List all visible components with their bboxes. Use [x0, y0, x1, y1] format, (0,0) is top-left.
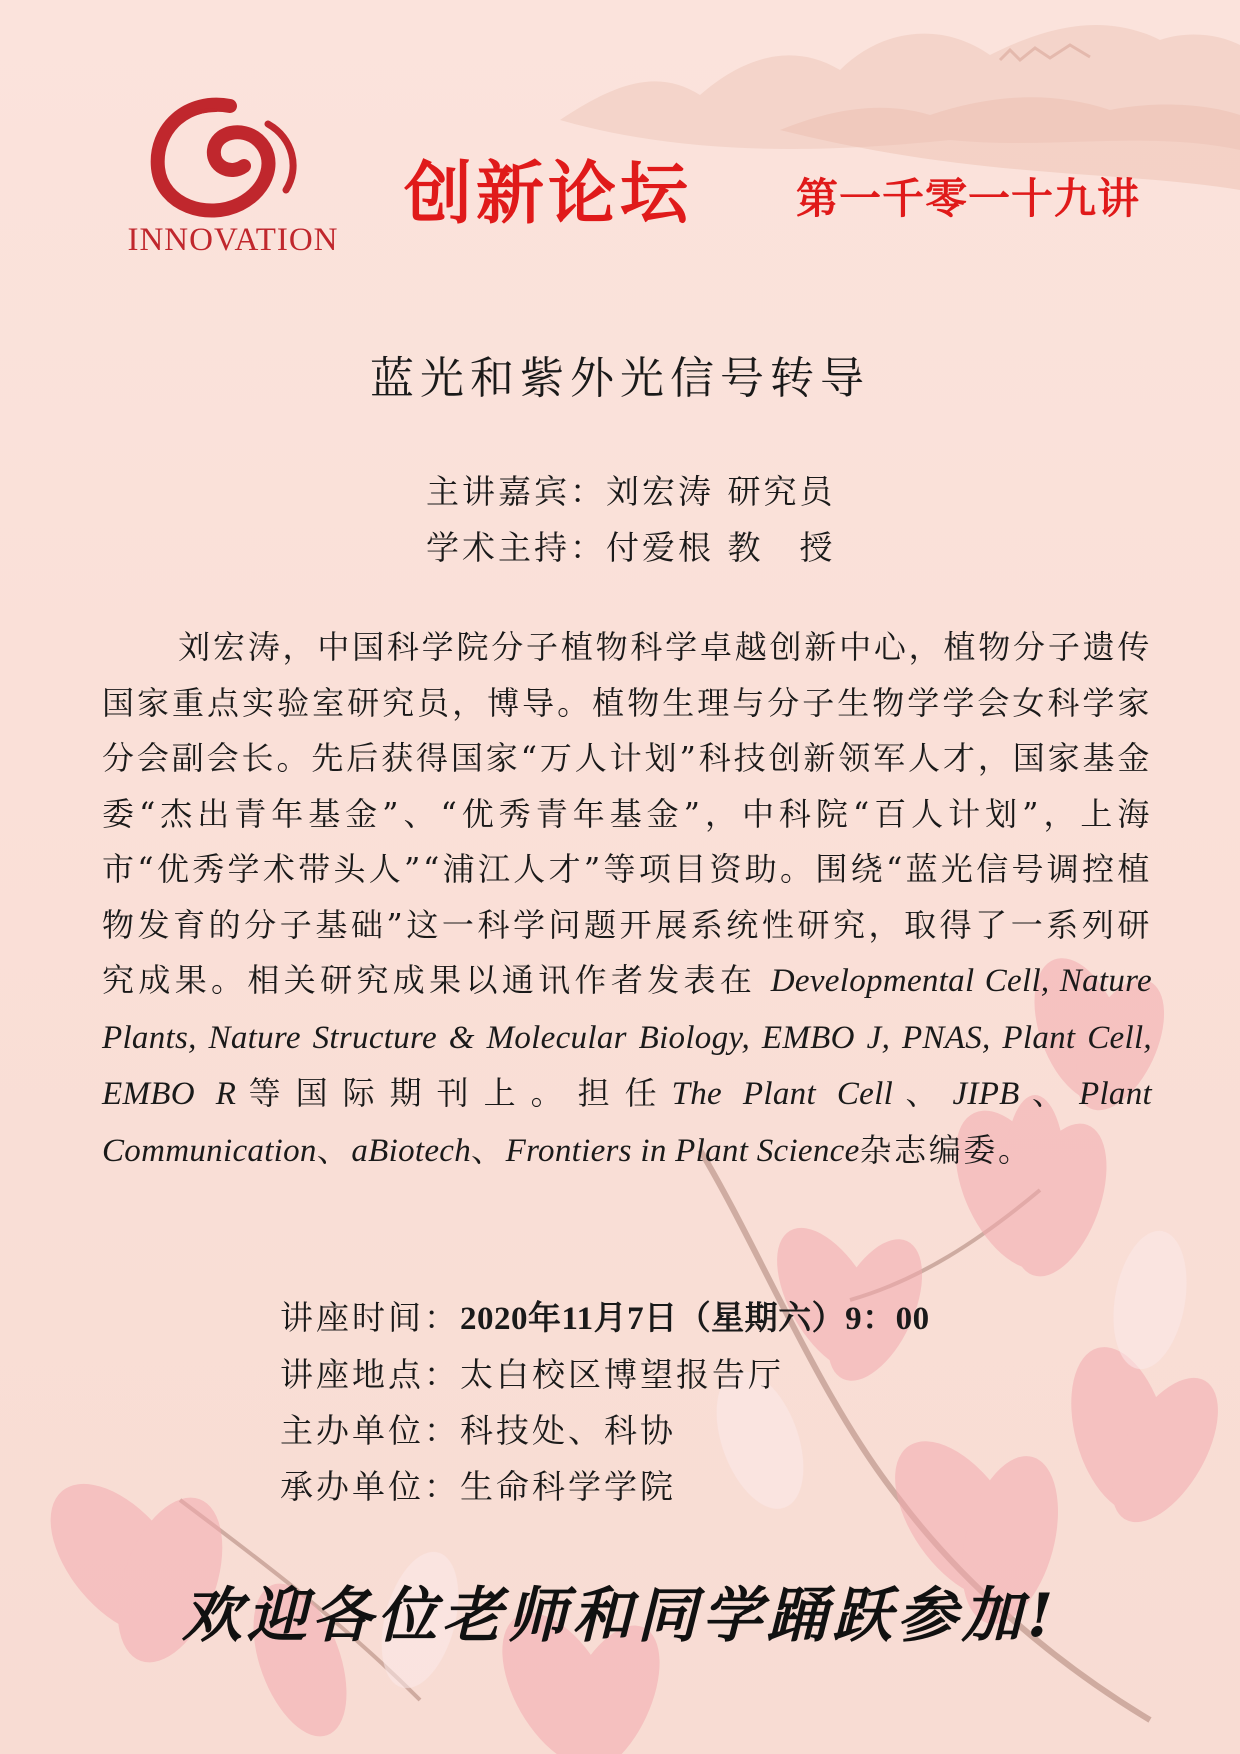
host-line: 学术主持：付爱根 教 授: [426, 528, 836, 567]
bio-sep-3: 、: [316, 1130, 352, 1169]
speaker-biography: [102, 620, 1152, 1179]
bio-journal-d: aBiotech: [351, 1132, 472, 1169]
bio-sep-1: 、: [893, 1074, 953, 1112]
event-info: [280, 1290, 930, 1515]
organizer-line: 主办单位：科技处、科协: [280, 1411, 676, 1450]
logo-swirl-icon: [118, 88, 348, 228]
logo-text: INNOVATION: [127, 222, 339, 258]
welcome-message: 欢迎各位老师和同学踊跃参加!: [181, 1581, 1059, 1651]
bio-journal-a: The Plant Cell: [671, 1076, 894, 1112]
time-value: 2020年11月7日（星期六）9：00: [460, 1301, 930, 1337]
bio-sep-2: 、: [1019, 1074, 1079, 1112]
speaker-line: 主讲嘉宾：刘宏涛 研究员: [426, 472, 836, 511]
lecture-number: 第一千零一十九讲: [796, 174, 1141, 223]
talk-title: 蓝光和紫外光信号转导: [370, 353, 870, 404]
time-label: 讲座时间：: [280, 1298, 460, 1337]
bio-sep-4: 、: [471, 1130, 506, 1169]
place-line: 讲座地点：太白校区博望报告厅: [280, 1355, 784, 1394]
bio-journal-c: Plant Communication: [102, 1076, 1152, 1169]
undertaker-line: 承办单位：生命科学学院: [280, 1467, 676, 1506]
bio-journals-1: Developmental Cell, Nature Plants, Nature Structure & Molecular Biology, EMBO J, PNAS, Plant Cell, EMBO R: [102, 963, 1153, 1112]
bio-text-2: 等国际期刊上。担任: [236, 1074, 672, 1112]
bio-text-1: 刘宏涛，中国科学院分子植物科学卓越创新中心，植物分子遗传国家重点实验室研究员，博导。植物生理与分子生物学学会女科学家分会副会长。先后获得国家“万人计划”科技创新领军人才，国家基金委“杰出青年基金”、“优秀青年基金”，中科院“百人计划”，上海市“优秀学术带头人”“浦江人才”等项目资助。围绕“蓝光信号调控植物发育的分子基础”这一科学问题开展系统性研究，取得了一系列研究成果。相关研究成果以通讯作者发表在: [102, 628, 1152, 999]
innovation-logo: [118, 88, 348, 268]
time-line: [280, 1290, 930, 1347]
forum-title: 创新论坛: [404, 155, 693, 234]
bio-text-3: 杂志编委。: [859, 1130, 1033, 1169]
bio-journal-e: Frontiers in Plant Science: [505, 1132, 860, 1169]
people-block: [426, 464, 836, 576]
bio-journal-b: JIPB: [952, 1076, 1020, 1112]
